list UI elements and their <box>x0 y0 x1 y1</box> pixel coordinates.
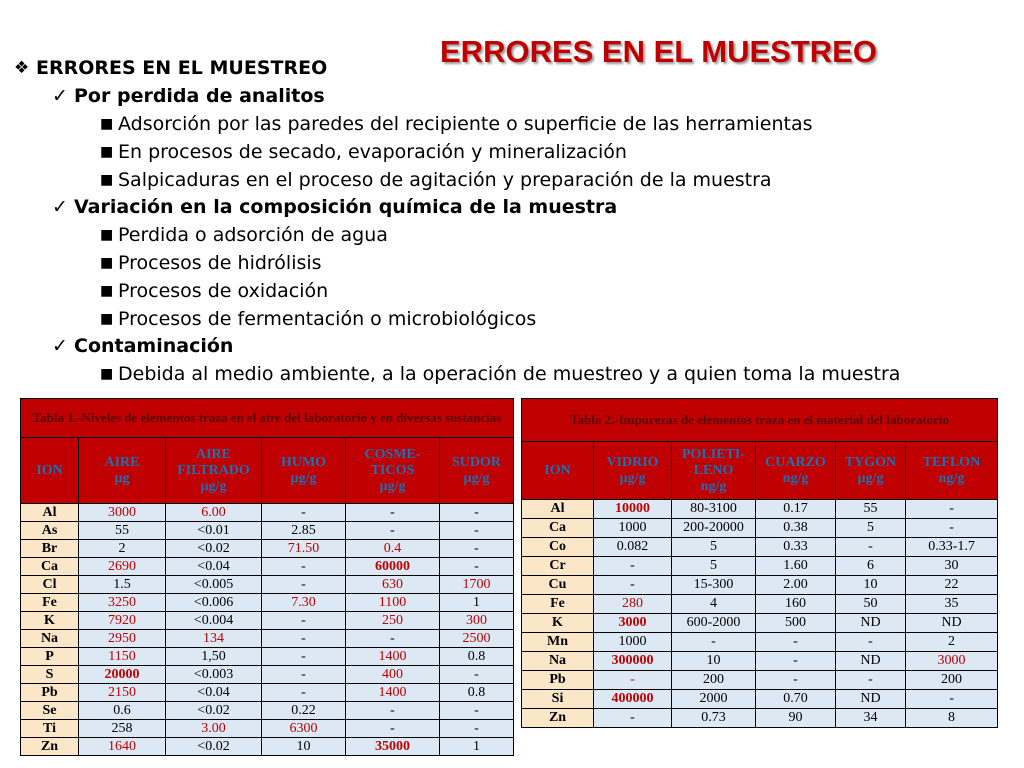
value-cell: 0.8 <box>440 684 514 702</box>
value-cell: 1,50 <box>166 648 262 666</box>
value-cell: 3000 <box>594 614 672 633</box>
checkmark-icon: ✓ <box>52 335 68 357</box>
value-cell: 7.30 <box>262 594 346 612</box>
value-cell: - <box>672 633 756 652</box>
value-cell: <0.01 <box>166 522 262 540</box>
value-cell: ND <box>906 614 998 633</box>
square-bullet-icon: ■ <box>100 283 114 299</box>
checkmark-icon: ✓ <box>52 196 68 218</box>
outline-item-text: ERRORES EN EL MUESTREO <box>36 57 328 79</box>
column-header-name: VIDRIO <box>606 454 659 470</box>
outline-item <box>12 166 1017 194</box>
value-cell: <0.04 <box>166 684 262 702</box>
value-cell: - <box>440 702 514 720</box>
value-cell: 258 <box>79 720 166 738</box>
outline-item-text: Perdida o adsorción de agua <box>118 224 388 246</box>
value-cell: 250 <box>346 612 440 630</box>
value-cell: - <box>836 671 906 690</box>
value-cell: 0.22 <box>262 702 346 720</box>
column-header <box>672 442 756 500</box>
table-row <box>21 558 514 576</box>
value-cell: 2 <box>79 540 166 558</box>
value-cell: - <box>906 690 998 709</box>
outline-item-text: Procesos de hidrólisis <box>118 252 322 274</box>
element-cell: Zn <box>522 709 594 728</box>
value-cell: 4 <box>672 595 756 614</box>
outline-item <box>12 110 1017 138</box>
table-row <box>21 540 514 558</box>
value-cell: - <box>346 522 440 540</box>
column-header-name: AIRE FILTRADO <box>177 446 250 478</box>
value-cell: 3.00 <box>166 720 262 738</box>
value-cell: 3000 <box>906 652 998 671</box>
value-cell: 5 <box>836 519 906 538</box>
column-header-name: HUMO <box>280 454 327 470</box>
value-cell: 2500 <box>440 630 514 648</box>
value-cell: 6 <box>836 557 906 576</box>
element-cell: Fe <box>522 595 594 614</box>
slide-title: ERRORES EN EL MUESTREO <box>440 34 877 69</box>
value-cell: - <box>756 671 836 690</box>
table-row <box>21 684 514 702</box>
column-header <box>594 442 672 500</box>
value-cell: 1400 <box>346 684 440 702</box>
value-cell: - <box>440 720 514 738</box>
element-cell: Cr <box>522 557 594 576</box>
value-cell: - <box>262 576 346 594</box>
table-row <box>522 557 998 576</box>
value-cell: 200 <box>672 671 756 690</box>
table-row <box>522 709 998 728</box>
value-cell: 35000 <box>346 738 440 756</box>
element-cell: Si <box>522 690 594 709</box>
outline-item-text: Procesos de fermentación o microbiológicos <box>118 308 537 330</box>
column-header-name: TEFLON <box>922 454 981 470</box>
table-row <box>21 720 514 738</box>
table-row <box>522 595 998 614</box>
table-row <box>21 504 514 522</box>
column-header-name: TYGON <box>844 454 897 470</box>
outline-item <box>12 194 1017 221</box>
value-cell: <0.04 <box>166 558 262 576</box>
value-cell: 0.33 <box>756 538 836 557</box>
value-cell: 6.00 <box>166 504 262 522</box>
column-header-name: COSME-TICOS <box>364 446 421 478</box>
value-cell: <0.004 <box>166 612 262 630</box>
value-cell: - <box>262 504 346 522</box>
value-cell: - <box>440 666 514 684</box>
outline-item <box>12 221 1017 249</box>
element-cell: As <box>21 522 79 540</box>
column-header-name: ION <box>36 462 63 478</box>
element-cell: Ca <box>21 558 79 576</box>
value-cell: 22 <box>906 576 998 595</box>
table-row <box>21 648 514 666</box>
column-header <box>440 438 514 504</box>
value-cell: 400 <box>346 666 440 684</box>
value-cell: - <box>756 633 836 652</box>
value-cell: 10 <box>836 576 906 595</box>
value-cell: 8 <box>906 709 998 728</box>
value-cell: 0.73 <box>672 709 756 728</box>
element-cell: Pb <box>522 671 594 690</box>
column-header <box>21 438 79 504</box>
value-cell: 160 <box>756 595 836 614</box>
value-cell: 34 <box>836 709 906 728</box>
table-row <box>21 576 514 594</box>
value-cell: 10000 <box>594 500 672 519</box>
element-cell: Ti <box>21 720 79 738</box>
column-header-name: POLIETI-LENO <box>681 446 745 478</box>
outline-item <box>12 54 1017 83</box>
value-cell: 200-20000 <box>672 519 756 538</box>
value-cell: 0.4 <box>346 540 440 558</box>
value-cell: 1 <box>440 738 514 756</box>
element-cell: Br <box>21 540 79 558</box>
value-cell: 1100 <box>346 594 440 612</box>
value-cell: - <box>836 633 906 652</box>
value-cell: 2000 <box>672 690 756 709</box>
table2-caption: Tabla 2.-Impurezas de elementos traza en el material del laboratorio <box>522 399 998 442</box>
table-row <box>522 671 998 690</box>
table-trace-elements-air <box>20 398 514 756</box>
element-cell: Zn <box>21 738 79 756</box>
value-cell: 0.70 <box>756 690 836 709</box>
column-header-unit: µg <box>114 470 130 486</box>
value-cell: 1000 <box>594 633 672 652</box>
table-row <box>21 738 514 756</box>
outline-item <box>12 360 1017 388</box>
value-cell: <0.006 <box>166 594 262 612</box>
table-row <box>522 519 998 538</box>
value-cell: 1700 <box>440 576 514 594</box>
value-cell: <0.005 <box>166 576 262 594</box>
outline-item <box>12 305 1017 333</box>
outline-item <box>12 277 1017 305</box>
square-bullet-icon: ■ <box>100 144 114 160</box>
element-cell: Al <box>21 504 79 522</box>
square-bullet-icon: ■ <box>100 116 114 132</box>
value-cell: - <box>594 709 672 728</box>
value-cell: - <box>440 540 514 558</box>
value-cell: 90 <box>756 709 836 728</box>
value-cell: 500 <box>756 614 836 633</box>
value-cell: 1000 <box>594 519 672 538</box>
element-cell: Fe <box>21 594 79 612</box>
square-bullet-icon: ■ <box>100 172 114 188</box>
table-row <box>21 522 514 540</box>
table-row <box>522 690 998 709</box>
value-cell: 1400 <box>346 648 440 666</box>
column-header <box>79 438 166 504</box>
value-cell: - <box>440 558 514 576</box>
outline-item <box>12 83 1017 110</box>
value-cell: 1150 <box>79 648 166 666</box>
value-cell: 0.33-1.7 <box>906 538 998 557</box>
column-header-name: ION <box>544 462 571 478</box>
value-cell: 1.5 <box>79 576 166 594</box>
value-cell: - <box>346 630 440 648</box>
value-cell: <0.02 <box>166 540 262 558</box>
outline-item-text: Por perdida de analitos <box>74 85 325 107</box>
column-header <box>836 442 906 500</box>
value-cell: - <box>262 684 346 702</box>
value-cell: - <box>262 630 346 648</box>
value-cell: 80-3100 <box>672 500 756 519</box>
table-row <box>522 633 998 652</box>
value-cell: - <box>346 504 440 522</box>
value-cell: 71.50 <box>262 540 346 558</box>
value-cell: ND <box>836 690 906 709</box>
column-header-unit: µg/g <box>463 470 490 486</box>
table-row <box>21 666 514 684</box>
value-cell: - <box>906 500 998 519</box>
value-cell: 15-300 <box>672 576 756 595</box>
table-row <box>522 500 998 519</box>
checkmark-icon: ✓ <box>52 85 68 107</box>
column-header-unit: µg/g <box>379 478 406 494</box>
element-cell: Cl <box>21 576 79 594</box>
value-cell: 5 <box>672 557 756 576</box>
value-cell: 2690 <box>79 558 166 576</box>
table-impurities-lab-material <box>521 398 998 728</box>
square-bullet-icon: ■ <box>100 255 114 271</box>
value-cell: 20000 <box>79 666 166 684</box>
value-cell: 280 <box>594 595 672 614</box>
outline-item-text: Contaminación <box>74 335 234 357</box>
outline-item-text: Procesos de oxidación <box>118 280 329 302</box>
square-bullet-icon: ■ <box>100 311 114 327</box>
value-cell: 3250 <box>79 594 166 612</box>
value-cell: ND <box>836 614 906 633</box>
value-cell: - <box>346 702 440 720</box>
column-header-unit: ng/g <box>938 470 965 486</box>
outline-item <box>12 249 1017 277</box>
column-header <box>346 438 440 504</box>
value-cell: - <box>440 522 514 540</box>
element-cell: P <box>21 648 79 666</box>
value-cell: 2.00 <box>756 576 836 595</box>
element-cell: Ca <box>522 519 594 538</box>
value-cell: 300 <box>440 612 514 630</box>
table-row <box>522 576 998 595</box>
diamond-bullet-icon: ❖ <box>14 58 30 78</box>
value-cell: 2.85 <box>262 522 346 540</box>
value-cell: 0.8 <box>440 648 514 666</box>
column-header <box>906 442 998 500</box>
table-row <box>522 614 998 633</box>
value-cell: - <box>262 648 346 666</box>
bullet-outline <box>12 54 1017 388</box>
value-cell: 50 <box>836 595 906 614</box>
column-header <box>262 438 346 504</box>
value-cell: - <box>440 504 514 522</box>
value-cell: 400000 <box>594 690 672 709</box>
value-cell: - <box>262 558 346 576</box>
column-header-unit: µg/g <box>857 470 884 486</box>
outline-item-text: Debida al medio ambiente, a la operación de muestreo y a quien toma la muestra <box>118 363 901 385</box>
element-cell: Co <box>522 538 594 557</box>
square-bullet-icon: ■ <box>100 227 114 243</box>
value-cell: 0.6 <box>79 702 166 720</box>
value-cell: - <box>262 612 346 630</box>
table-row <box>21 702 514 720</box>
column-header <box>166 438 262 504</box>
square-bullet-icon: ■ <box>100 366 114 382</box>
outline-item <box>12 138 1017 166</box>
value-cell: <0.02 <box>166 702 262 720</box>
value-cell: - <box>262 666 346 684</box>
value-cell: 30 <box>906 557 998 576</box>
table-row <box>21 594 514 612</box>
element-cell: Na <box>522 652 594 671</box>
column-header-unit: µg/g <box>619 470 646 486</box>
table-row <box>522 652 998 671</box>
column-header-name: CUARZO <box>765 454 826 470</box>
value-cell: 10 <box>672 652 756 671</box>
element-cell: Na <box>21 630 79 648</box>
value-cell: 0.082 <box>594 538 672 557</box>
table1-caption: Tabla 1.-Niveles de elementos traza en el aire del laboratorio y en diversas sustancias <box>21 399 514 438</box>
value-cell: - <box>756 652 836 671</box>
outline-item <box>12 333 1017 360</box>
value-cell: 55 <box>836 500 906 519</box>
value-cell: 5 <box>672 538 756 557</box>
outline-item-text: Salpicaduras en el proceso de agitación y preparación de la muestra <box>118 169 772 191</box>
element-cell: Mn <box>522 633 594 652</box>
value-cell: 10 <box>262 738 346 756</box>
value-cell: 1640 <box>79 738 166 756</box>
value-cell: - <box>346 720 440 738</box>
value-cell: - <box>906 519 998 538</box>
value-cell: 1 <box>440 594 514 612</box>
column-header-unit: µg/g <box>200 478 227 494</box>
value-cell: 300000 <box>594 652 672 671</box>
column-header-unit: ng/g <box>782 470 809 486</box>
value-cell: 134 <box>166 630 262 648</box>
outline-item-text: Adsorción por las paredes del recipiente o superficie de las herramientas <box>118 113 813 135</box>
outline-item-text: Variación en la composición química de la muestra <box>74 196 618 218</box>
element-cell: K <box>21 612 79 630</box>
column-header-name: AIRE <box>104 454 140 470</box>
value-cell: - <box>836 538 906 557</box>
value-cell: 1.60 <box>756 557 836 576</box>
value-cell: <0.003 <box>166 666 262 684</box>
column-header-name: SUDOR <box>451 454 501 470</box>
value-cell: - <box>594 671 672 690</box>
element-cell: K <box>522 614 594 633</box>
value-cell: 55 <box>79 522 166 540</box>
value-cell: 7920 <box>79 612 166 630</box>
table-row <box>21 612 514 630</box>
value-cell: 630 <box>346 576 440 594</box>
column-header-unit: µg/g <box>290 470 317 486</box>
value-cell: - <box>594 557 672 576</box>
value-cell: 600-2000 <box>672 614 756 633</box>
value-cell: 60000 <box>346 558 440 576</box>
value-cell: 2950 <box>79 630 166 648</box>
column-header <box>756 442 836 500</box>
value-cell: 0.38 <box>756 519 836 538</box>
value-cell: - <box>594 576 672 595</box>
value-cell: 200 <box>906 671 998 690</box>
value-cell: ND <box>836 652 906 671</box>
value-cell: 2 <box>906 633 998 652</box>
value-cell: 6300 <box>262 720 346 738</box>
element-cell: S <box>21 666 79 684</box>
column-header <box>522 442 594 500</box>
value-cell: 0.17 <box>756 500 836 519</box>
value-cell: <0.02 <box>166 738 262 756</box>
element-cell: Al <box>522 500 594 519</box>
element-cell: Se <box>21 702 79 720</box>
value-cell: 3000 <box>79 504 166 522</box>
element-cell: Pb <box>21 684 79 702</box>
element-cell: Cu <box>522 576 594 595</box>
table-row <box>21 630 514 648</box>
outline-item-text: En procesos de secado, evaporación y mineralización <box>118 141 627 163</box>
value-cell: 2150 <box>79 684 166 702</box>
column-header-unit: ng/g <box>700 478 727 494</box>
value-cell: 35 <box>906 595 998 614</box>
table-row <box>522 538 998 557</box>
